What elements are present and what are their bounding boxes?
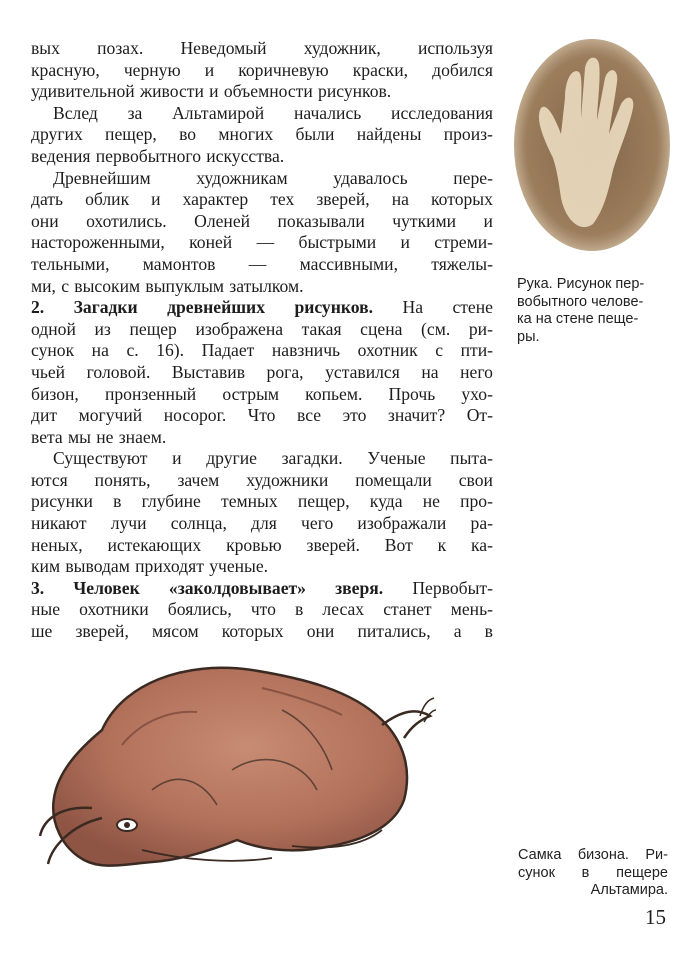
word: глубине	[141, 491, 201, 512]
word: рисунков.	[294, 297, 374, 318]
word: за	[127, 102, 143, 123]
body-text	[31, 38, 493, 643]
word: головой.	[86, 361, 151, 382]
word: в	[484, 621, 493, 642]
word: лучи	[110, 513, 147, 534]
word: Человек	[73, 577, 140, 598]
caption-word: в	[581, 864, 590, 881]
word: зверей.	[306, 534, 360, 555]
text-line	[31, 362, 493, 384]
word: ким	[31, 556, 61, 577]
word: добился	[432, 59, 493, 80]
word: Неведомый	[180, 38, 267, 58]
word: ведения	[31, 145, 91, 166]
word: которых	[431, 189, 493, 210]
word: затылком.	[229, 275, 304, 296]
word: зверей,	[75, 621, 129, 642]
page-number: 15	[645, 905, 666, 929]
word: дит	[31, 405, 58, 426]
word: красную,	[31, 59, 100, 80]
word: удивительной	[31, 81, 135, 102]
word: «заколдовывает»	[168, 577, 306, 598]
word: мень-	[450, 599, 493, 620]
word: зверя.	[335, 577, 384, 598]
word: ра-	[470, 513, 493, 534]
word: зверей,	[316, 189, 370, 210]
word: других	[31, 124, 83, 145]
word: пере-	[453, 167, 493, 188]
word: —	[256, 232, 275, 253]
word: приходят	[135, 556, 204, 577]
text-line	[31, 60, 493, 82]
text-line	[31, 470, 493, 492]
word: коричневую	[238, 59, 329, 80]
word: свои	[458, 469, 493, 490]
word: Древнейшим	[53, 167, 151, 188]
caption-word: пещере	[616, 864, 668, 881]
word: и	[204, 59, 215, 80]
word: все	[297, 405, 322, 426]
text-line	[31, 276, 493, 298]
word: чьей	[31, 361, 66, 382]
word: ются	[31, 469, 68, 490]
word: охотники	[79, 599, 149, 620]
word: дать	[31, 189, 64, 210]
word: черную	[123, 59, 181, 80]
word: мы	[68, 426, 91, 447]
word: солнца,	[170, 513, 227, 534]
word: художник,	[303, 38, 381, 58]
word: на	[421, 361, 439, 382]
word: чего	[301, 513, 334, 534]
word: коней	[189, 232, 233, 253]
word: пещер,	[105, 124, 157, 145]
word: Оленей	[194, 210, 251, 231]
word: лесах	[322, 599, 365, 620]
word: другие	[206, 448, 257, 469]
word: стене	[452, 297, 493, 318]
word: ные	[31, 599, 61, 620]
caption-word: сунок	[518, 864, 555, 881]
word: показывали	[277, 210, 365, 231]
word: пещер,	[297, 491, 350, 512]
word: с	[61, 275, 70, 296]
word: в	[295, 599, 304, 620]
word: рисунков.	[318, 81, 392, 102]
word: мясом	[151, 621, 199, 642]
word: (см.	[421, 318, 451, 339]
text-line	[31, 405, 493, 427]
word: боялись,	[167, 599, 232, 620]
word: уставился	[325, 361, 400, 382]
word: неных,	[31, 534, 83, 555]
word: изображали	[357, 513, 447, 534]
word: не	[96, 426, 114, 447]
word: загадки.	[281, 448, 343, 469]
word: произ-	[443, 124, 493, 145]
word: Вслед	[53, 102, 98, 123]
text-line	[31, 38, 493, 60]
caption-line: Альтамира.	[590, 882, 668, 898]
word: ри-	[468, 318, 493, 339]
word: темных	[221, 491, 278, 512]
word: охотник	[357, 340, 418, 361]
caption-line: ка на стене пеще-	[517, 311, 639, 327]
text-line	[31, 448, 493, 470]
word: ше	[31, 621, 53, 642]
word: 2.	[31, 297, 45, 318]
text-line	[31, 621, 493, 643]
word: и	[151, 189, 161, 210]
text-line	[31, 124, 493, 146]
text-line	[31, 297, 493, 319]
text-line	[31, 384, 493, 406]
word: чуткими	[392, 210, 457, 231]
word: Ученые	[367, 448, 426, 469]
word: понять,	[94, 469, 151, 490]
word: ми,	[31, 275, 56, 296]
word: они	[306, 621, 335, 642]
word: художникам	[196, 167, 288, 188]
word: выводам	[65, 556, 130, 577]
word: для	[251, 513, 277, 534]
caption-line: ры.	[517, 328, 540, 345]
text-line	[31, 427, 493, 449]
word: Альтамирой	[172, 102, 265, 123]
hand-image-caption	[517, 276, 644, 346]
caption-word: Ри-	[645, 847, 668, 863]
word: многих	[218, 124, 274, 145]
word: художники	[246, 469, 329, 490]
word: из	[94, 318, 111, 339]
word: это	[342, 405, 367, 426]
word: такая	[301, 318, 342, 339]
word: ухо-	[461, 383, 493, 404]
word: первобытного	[95, 145, 201, 166]
text-line	[31, 232, 493, 254]
word: —	[248, 253, 267, 274]
word: с.	[126, 340, 139, 361]
word: которых	[221, 621, 284, 642]
word: что	[250, 599, 276, 620]
word: и	[400, 232, 410, 253]
text-line	[31, 491, 493, 513]
bison-image-caption	[518, 847, 668, 900]
text-line	[31, 556, 493, 578]
word: рисунки	[31, 491, 93, 512]
word: На	[402, 297, 423, 318]
caption-line: вобытного челове-	[517, 293, 644, 310]
text-line	[31, 513, 493, 535]
word: Что	[247, 405, 276, 426]
caption-line	[518, 865, 668, 883]
caption-word: бизона.	[577, 847, 629, 863]
word: характер	[182, 189, 249, 210]
word: рога,	[266, 361, 304, 382]
word: используя	[417, 38, 493, 58]
caption-line	[518, 847, 668, 865]
word: в	[113, 491, 122, 512]
bison-painting-image	[32, 650, 437, 890]
text-line	[31, 535, 493, 557]
word: удавалось	[333, 167, 408, 188]
text-line	[31, 168, 493, 190]
word: искусства.	[206, 145, 285, 166]
word: От-	[466, 405, 493, 426]
word: него	[460, 361, 493, 382]
word: и	[483, 210, 493, 231]
word: значит?	[387, 405, 446, 426]
word: облик	[85, 189, 130, 210]
word: охотились.	[86, 210, 167, 231]
word: бизон,	[31, 383, 79, 404]
word: древнейших	[167, 297, 265, 318]
word: носорог.	[163, 405, 227, 426]
hand-print-image	[513, 38, 671, 252]
word: знаем.	[118, 426, 167, 447]
word: сцена	[360, 318, 403, 339]
caption-line: Рука. Рисунок пер-	[517, 276, 645, 292]
word: Загадки	[73, 297, 138, 318]
text-line	[31, 103, 493, 125]
word: на	[91, 340, 109, 361]
word: тяжелы-	[431, 253, 493, 274]
caption-word: Самка	[518, 847, 562, 863]
word: истекающих	[107, 534, 202, 555]
word: помещали	[355, 469, 432, 490]
word: настороженными,	[31, 232, 165, 253]
text-line	[31, 340, 493, 362]
word: объемности	[223, 81, 313, 102]
word: 3.	[31, 577, 45, 598]
word: а	[453, 621, 462, 642]
word: стреми-	[434, 232, 493, 253]
word: найдены	[356, 124, 422, 145]
word: никают	[31, 513, 87, 534]
text-line	[31, 578, 493, 600]
word: массивными,	[299, 253, 398, 274]
word: Падает	[201, 340, 255, 361]
word: исследования	[391, 102, 493, 123]
word: быстрыми	[298, 232, 377, 253]
text-line	[31, 319, 493, 341]
word: и	[172, 448, 182, 469]
word: позах.	[97, 38, 144, 58]
word: изображена	[195, 318, 284, 339]
word: ученые.	[209, 556, 269, 577]
word: тех	[270, 189, 295, 210]
text-line	[31, 211, 493, 233]
text-line	[31, 254, 493, 276]
word: с	[435, 340, 444, 361]
word: 16).	[156, 340, 185, 361]
text-line	[31, 81, 493, 103]
word: пещер	[129, 318, 177, 339]
word: они	[31, 210, 59, 231]
word: кровью	[226, 534, 282, 555]
word: пти-	[460, 340, 493, 361]
word: питались,	[357, 621, 431, 642]
word: про-	[460, 491, 493, 512]
word: начались	[293, 102, 362, 123]
word: во	[179, 124, 197, 145]
word: на	[391, 189, 409, 210]
word: Вот	[384, 534, 413, 555]
word: навзничь	[271, 340, 341, 361]
word: острым	[222, 383, 280, 404]
word: мамонтов	[142, 253, 216, 274]
word: копьем.	[305, 383, 363, 404]
word: Прочь	[388, 383, 436, 404]
word: высоким	[74, 275, 141, 296]
word: сунок	[31, 340, 75, 361]
word: и	[209, 81, 219, 102]
word: станет	[383, 599, 432, 620]
word: вета	[31, 426, 63, 447]
word: пронзенный	[104, 383, 197, 404]
word: тельными,	[31, 253, 110, 274]
word: живости	[139, 81, 204, 102]
text-line	[31, 146, 493, 168]
word: куда	[369, 491, 403, 512]
word: выпуклым	[145, 275, 225, 296]
word: Выставив	[171, 361, 245, 382]
word: краски,	[352, 59, 409, 80]
text-line	[31, 189, 493, 211]
word: зачем	[177, 469, 220, 490]
word: пыта-	[450, 448, 493, 469]
word: к	[437, 534, 447, 555]
word: могучий	[78, 405, 143, 426]
word: ка-	[471, 534, 493, 555]
word: были	[295, 124, 335, 145]
word: одной	[31, 318, 76, 339]
word: Существуют	[53, 448, 148, 469]
word: не	[422, 491, 440, 512]
text-line	[31, 599, 493, 621]
word: вых	[31, 38, 60, 58]
word: Первобыт-	[412, 577, 493, 598]
